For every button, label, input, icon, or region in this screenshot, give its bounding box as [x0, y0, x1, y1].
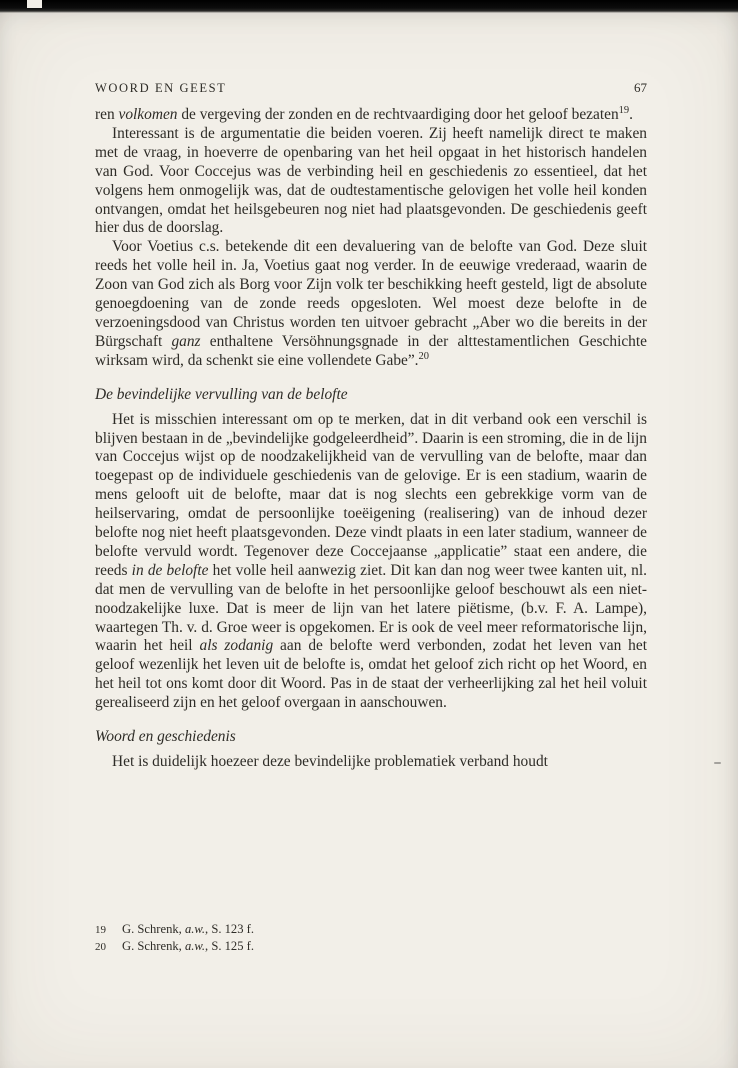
- section-heading: Woord en geschiedenis: [95, 728, 236, 746]
- footnote: [95, 938, 647, 955]
- paragraph: Voor Voetius c.s. betekende dit een devaluering van de belofte van God. Deze sluit reeds het volle heil in. Ja, Voetius gaat nog verder. In de eeuwige vrederaad, waarin de Zoon van God zich als Borg voor Zijn volk ter beschikking heeft gesteld, ligt de absolute genoegdoening van de zonde reeds opgesloten. Wel moest deze belofte in de verzoeningsdood van Christus worden ten uitvoer gebracht „Aber wo die bereits in der Bürgschaft ganz enthaltene Versöhnungsgnade in der alttestamentlichen Geschichte wirksam wird, da schenkt sie eine vollendete Gabe”.$^{20}$: [95, 238, 647, 369]
- scan-top-notch: [27, 0, 42, 8]
- footnote-number: 19: [95, 924, 106, 936]
- text-block: [95, 106, 647, 772]
- paragraph: Interessant is de argumentatie die beiden voeren. Zij heeft namelijk direct te maken met de vraag, in hoeverre de openbaring van het heil opgaat in het historisch handelen van God. Voor Coccejus was de verbinding heil en geschiedenis zo essentieel, dat het volgens hem onmogelijk was, dat de oudtestamentische gelovigen het volle heil konden ontvangen, omdat het heilsgebeuren nog niet had plaatsgevonden. De geschiedenis geeft hier dus de doorslag.: [95, 124, 647, 237]
- paragraph: Het is duidelijk hoezeer deze bevindelijke problematiek verband houdt: [112, 753, 548, 770]
- footnote-number: 20: [95, 941, 106, 953]
- paragraph: ren volkomen de vergeving der zonden en de rechtvaardiging door het geloof bezaten$^{19}$.: [95, 104, 633, 123]
- footnotes: [95, 921, 647, 955]
- scan-artifact: [714, 762, 721, 764]
- scan-top-edge: [0, 0, 738, 13]
- page-number: 67: [634, 80, 647, 95]
- running-title: WOORD EN GEEST: [95, 81, 227, 95]
- footnote: [95, 921, 647, 938]
- page-header: [95, 80, 647, 96]
- section-heading: De bevindelijke vervulling van de belofte: [95, 385, 348, 403]
- paragraph: Het is misschien interessant om op te merken, dat in dit verband ook een verschil is blijven bestaan in de „bevindelijke godgeleerdheid”. Daarin is een stroming, die in de lijn van Coccejus wijst op de noodzakelijkheid van de vervulling van de belofte, maar dan toegepast op de individuele geschiedenis van de gelovige. Er is een stadium, waarin de mens gelooft uit de belofte, maar dat is nog slechts een gebrekkige vorm van de heilservaring, omdat de persoonlijke toeëigening (realisering) van de inhoud dezer belofte nog niet heeft plaatsgevonden. Deze vindt plaats in een later stadium, wanneer de belofte vervuld wordt. Tegenover deze Coccejaanse „applicatie” staat een andere, die reeds in de belofte het volle heil aanwezig ziet. Dit kan dan nog weer twee kanten uit, nl. dat men de vervulling van de belofte in het persoonlijke geloof beschouwt als een niet-noodzakelijke luxe. Dat is meer de lijn van het latere piëtisme, (b.v. F. A. Lampe), waartegen Th. v. d. Groe weer is opgekomen. Er is ook de veel meer reformatorische lijn, waarin het heil als zodanig aan de belofte werd verbonden, zodat het leven van het geloof wezenlijk het leven uit de belofte is, omdat het geloof zich richt op het Woord, en het heil tot ons komt door dit Woord. Pas in de staat der verheerlijking zal het heil voluit gerealiseerd zijn en het geloof overgaan in aanschouwen.: [95, 410, 648, 712]
- footnote-text: G. Schrenk, a.w., S. 123 f.: [122, 922, 255, 936]
- footnote-text: G. Schrenk, a.w., S. 125 f.: [122, 939, 255, 953]
